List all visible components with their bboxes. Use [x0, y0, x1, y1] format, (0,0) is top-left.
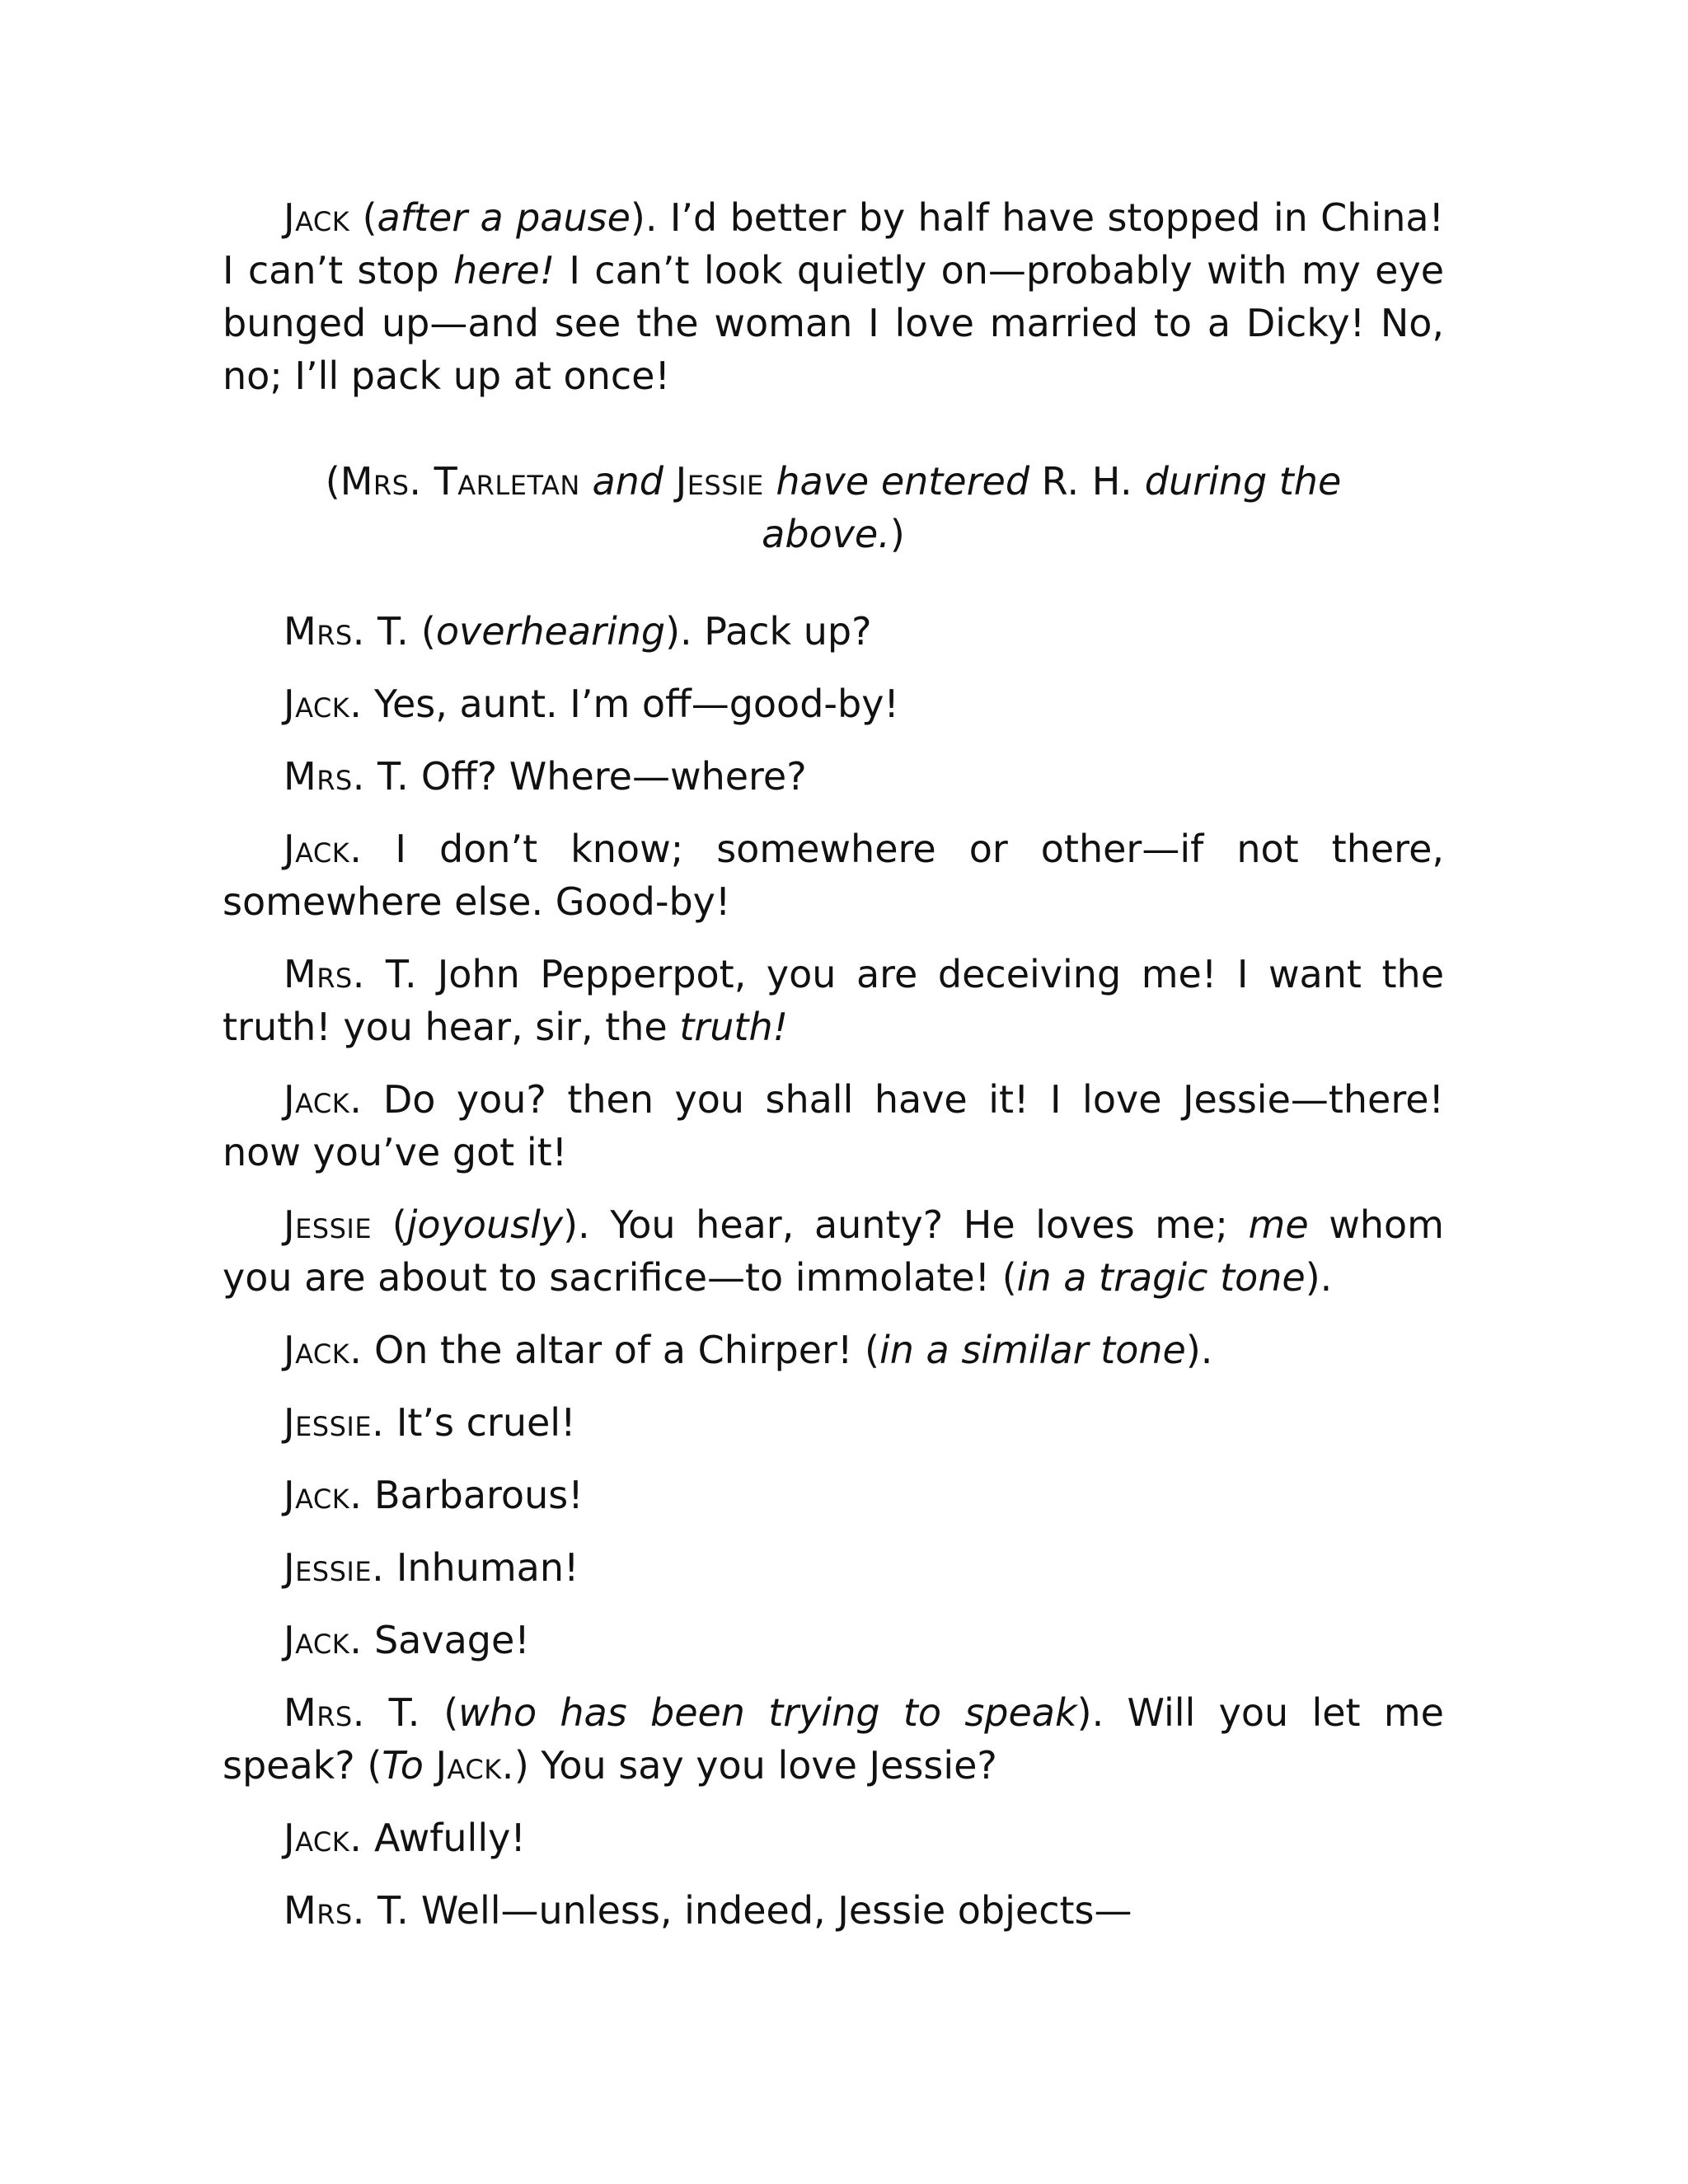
dialogue-block	[223, 605, 1444, 1937]
text-run: ).	[1185, 1328, 1213, 1372]
text-run: I don’t know; somewhere or other—if not there, somewhere else. Good-by!	[223, 827, 1444, 924]
dialogue-paragraph	[223, 1324, 1444, 1376]
text-run: ). I’d better by half have stopped in China! I can’t stop	[223, 195, 1444, 293]
speaker-name: Jack.	[284, 682, 363, 726]
dialogue-paragraph	[223, 1614, 1444, 1666]
text-run: (	[372, 1202, 407, 1247]
text-run	[424, 1743, 436, 1788]
speaker-name: Mrs. T.	[284, 609, 410, 654]
dialogue-paragraph	[223, 1541, 1444, 1594]
speaker-name: Jack	[284, 195, 350, 240]
text-run: Savage!	[362, 1618, 530, 1662]
dialogue-paragraph	[223, 948, 1444, 1053]
speaker-name: Jack.	[284, 1816, 363, 1860]
dialogue-paragraph	[223, 1396, 1444, 1449]
text-run: (	[325, 459, 340, 504]
text-run: I can’t look quietly on—probably with my eye bunged up—and see the woman I love married to a Dicky! No, no; I’ll pack up at once!	[223, 248, 1444, 398]
italic-text: during the above.	[762, 459, 1342, 556]
speaker-name: Jessie.	[284, 1400, 385, 1445]
text-run: ). Pack up?	[665, 609, 872, 654]
speaker-name: Mrs. T.	[284, 952, 418, 996]
speaker-name: Mrs. T.	[284, 1690, 420, 1735]
italic-text: overhearing	[435, 609, 666, 654]
stage-direction	[223, 455, 1444, 560]
speaker-name: Mrs. T.	[284, 1888, 410, 1933]
dialogue-paragraph	[223, 1073, 1444, 1179]
italic-text: here!	[453, 248, 556, 293]
stage-direction-block	[223, 455, 1444, 560]
text-run: ). You hear, aunty? He loves me;	[563, 1202, 1249, 1247]
dialogue-paragraph	[223, 750, 1444, 803]
text-run: ).	[1305, 1255, 1333, 1300]
document-page	[223, 191, 1444, 1957]
dialogue-paragraph	[223, 1686, 1444, 1792]
text-run: On the altar of a Chirper! (	[362, 1328, 879, 1372]
italic-text: To	[382, 1743, 424, 1788]
text-run: John Pepperpot, you are deceiving me! I want the truth! you hear, sir, the	[223, 952, 1444, 1049]
text-run: ) You say you love Jessie?	[513, 1743, 997, 1788]
text-run: Well—unless, indeed, Jessie objects—	[409, 1888, 1132, 1933]
italic-text: joyously	[406, 1202, 564, 1247]
speaker-name: Jack.	[284, 1328, 363, 1372]
text-run: (	[349, 195, 377, 240]
text-run: Barbarous!	[362, 1473, 584, 1517]
speaker-name: Jack.	[284, 1077, 363, 1122]
text-run: whom you are about to sacrifice—to immolate! (	[223, 1202, 1444, 1300]
italic-text: in a tragic tone	[1016, 1255, 1306, 1300]
small-caps-text: Mrs. Tarletan	[340, 459, 580, 504]
text-run: Inhuman!	[384, 1545, 579, 1590]
italic-text: have entered	[763, 459, 1042, 504]
speaker-name: Jack.	[284, 1618, 363, 1662]
dialogue-paragraph	[223, 191, 1444, 402]
dialogue-paragraph	[223, 677, 1444, 730]
italic-text: and	[579, 459, 676, 504]
italic-text: who has been trying to speak	[458, 1690, 1077, 1735]
speaker-name: Jessie	[284, 1202, 373, 1247]
text-run: It’s cruel!	[384, 1400, 576, 1445]
text-run: Off? Where—where?	[409, 754, 807, 799]
text-run: (	[420, 1690, 459, 1735]
speaker-name: Jack.	[284, 1473, 363, 1517]
text-run: )	[889, 512, 905, 556]
speaker-name: Jessie.	[284, 1545, 385, 1590]
dialogue-paragraph	[223, 1469, 1444, 1521]
text-run: (	[409, 609, 436, 654]
small-caps-text: Jessie	[675, 459, 764, 504]
dialogue-paragraph	[223, 1811, 1444, 1864]
dialogue-paragraph	[223, 823, 1444, 928]
text-run: Yes, aunt. I’m off—good-by!	[362, 682, 899, 726]
italic-text: me	[1248, 1202, 1309, 1247]
dialogue-paragraph	[223, 1198, 1444, 1304]
text-run: ). Will you let me speak? (	[223, 1690, 1444, 1788]
italic-text: after a pause	[377, 195, 631, 240]
italic-text: truth!	[679, 1005, 789, 1049]
dialogue-paragraph	[223, 1884, 1444, 1937]
small-caps-text: R. H.	[1041, 459, 1133, 504]
text-run: Do you? then you shall have it! I love Jessie—there! now you’ve got it!	[223, 1077, 1444, 1174]
text-run: Awfully!	[362, 1816, 526, 1860]
italic-text: in a similar tone	[879, 1328, 1186, 1372]
dialogue-paragraph	[223, 605, 1444, 658]
speaker-name: Mrs. T.	[284, 754, 410, 799]
small-caps-text: Jack.	[435, 1743, 514, 1788]
opening-paragraph-block	[223, 191, 1444, 402]
speaker-name: Jack.	[284, 827, 363, 871]
